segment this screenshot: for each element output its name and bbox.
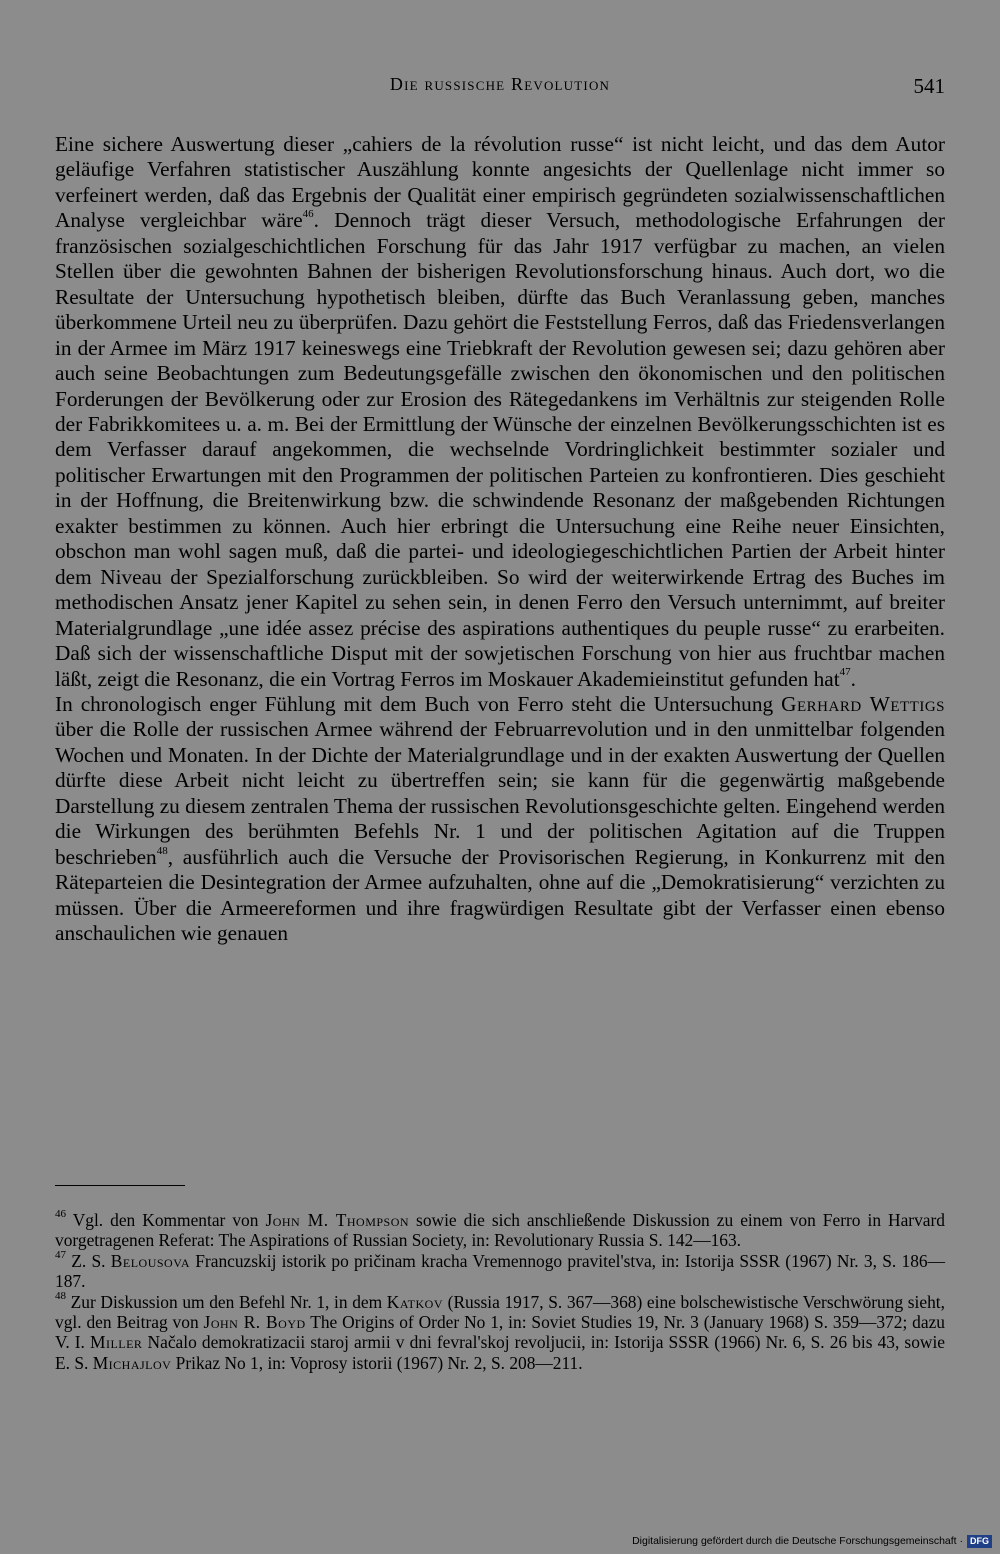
dfg-logo: DFG — [967, 1535, 992, 1548]
paragraph-1-text-c: . — [850, 666, 856, 691]
page-number: 541 — [913, 74, 945, 98]
author-name: Michajlov — [92, 1352, 172, 1373]
paragraph-2-text-c: , ausführlich auch die Versuche der Provisorischen Regierung, in Konkurrenz mit den Räteparteien die Desintegration der Armee aufzuhalten, ohne auf die „Demokratisierung“ verzichten zu müssen. Über die Armeereformen und ihre fragwürdigen Resultate gibt der Verfasser einen ebenso anschaulichen wie genauen — [55, 844, 945, 946]
footnote-number: 48 — [55, 1289, 66, 1302]
running-head — [55, 74, 945, 104]
footnote-ref-48: 48 — [156, 844, 168, 857]
footnote-divider — [55, 1185, 185, 1186]
digitization-credit — [632, 1532, 992, 1550]
footnote-number: 47 — [55, 1249, 66, 1262]
footnote-text: Prikaz No 1, in: Voprosy istorii (1967) Nr. 2, S. 208—211. — [171, 1352, 583, 1373]
footnote-text: Zur Diskussion um den Befehl Nr. 1, in dem — [66, 1291, 387, 1312]
footnote-46 — [55, 1210, 945, 1251]
body-text — [55, 132, 945, 947]
footnote-text: Načalo demokratizacii staroj armii v dni fevral'skoj revoljucii, in: Istorija SSSR (1966) Nr. 6, S. 26 bis 43, sowie E. S. — [55, 1332, 945, 1373]
author-name: Miller — [89, 1332, 143, 1353]
author-name: John R. Boyd — [203, 1312, 306, 1333]
footnote-48 — [55, 1289, 945, 1374]
author-name: John M. Thompson — [265, 1210, 410, 1230]
footnote-number: 46 — [55, 1208, 66, 1221]
footnote-ref-46: 46 — [302, 208, 314, 221]
paragraph-1-text-a: Eine sichere Auswertung dieser „cahiers de la révolution russe“ ist nicht leicht, und das dem Autor geläufige Verfahren statistischer Auszählung konnte angesichts der Quellenlage nicht immer so verfeinert werden, daß das Ergebnis der Qualität einer empirisch gegründeten sozialwissenschaftlichen Analyse vergleichbar wäre — [55, 132, 945, 233]
running-title: Die russische Revolution — [389, 74, 611, 94]
credit-text: Digitalisierung gefördert durch die Deutsche Forschungsgemeinschaft · — [632, 1535, 963, 1547]
paragraph-1-text-b: . Dennoch trägt dieser Versuch, methodologische Erfahrungen der französischen sozialgeschichtlichen Forschung für das Jahr 1917 verfügbar zu machen, an vielen Stellen über die gewohnten Bahnen der bisherigen Revolutionsforschung hinaus. Auch dort, wo die Resultate der Untersuchung hypothetisch bleiben, dürfte das Buch Veranlassung geben, manches überkommene Urteil neu zu überprüfen. Dazu gehört die Feststellung Ferros, daß das Friedensverlangen in der Armee im März 1917 keineswegs eine Triebkraft der Revolution gewesen sei; dazu gehören aber auch seine Beobachtungen zum Bedeutungsgefälle zwischen den ökonomischen und den politischen Forderungen der Bevölkerung oder zur Erosion des Rätegedankens im Verhältnis zur steigenden Rolle der Fabrikkomitees u. a. m. Bei der Ermittlung der Wünsche der einzelnen Bevölkerungsschichten ist es dem Verfasser darauf angekommen, die wechselnde Vordringlichkeit bestimmter sozialer und politischer Erwartungen mit den Programmen der politischen Parteien zu konfrontieren. Dies geschieht in der Hoffnung, die Breitenwirkung bzw. die schwindende Resonanz der maßgebenden Richtungen exakter bestimmen zu können. Auch hier erbringt die Untersuchung eine Reihe neuer Einsichten, obschon man wohl sagen muß, daß die partei- und ideologiegeschichtlichen Partien der Arbeit hinter dem Niveau der Spezialforschung zurückbleiben. So wird der weiterwirkende Ertrag des Buches im methodischen Ansatz jener Kapitel zu sehen sein, in denen Ferro den Versuch unternimmt, auf breiter Materialgrundlage „une idée assez précise des aspirations authentiques du peuple russe“ zu erarbeiten. Daß sich der wissenschaftliche Disput mit der sowjetischen Forschung von hier aus fruchtbar machen läßt, zeigt die Resonanz, die ein Vortrag Ferros im Moskauer Akademieinstitut gefunden hat — [55, 208, 945, 691]
footnote-text: Vgl. den Kommentar von — [66, 1210, 266, 1230]
footnote-text: Z. S. — [66, 1250, 111, 1271]
footnote-ref-47: 47 — [839, 666, 851, 679]
paragraph-2 — [55, 692, 945, 947]
footnote-text: The Origins of Order No 1, in: Soviet Studies 19, Nr. 3 (January 1968) S. 359—372; dazu V. I. — [55, 1312, 945, 1353]
author-name: Belousova — [110, 1250, 190, 1271]
footnote-text: Francuzskij istorik po pričinam kracha Vremennogo pravitel'stva, in: Istorija SSSR (1967) Nr. 3, S. 186—187. — [55, 1250, 945, 1292]
footnote-47 — [55, 1251, 945, 1292]
author-name: Gerhard Wettigs — [781, 691, 945, 716]
author-name: Katkov — [386, 1291, 444, 1312]
footnotes — [55, 1210, 945, 1373]
paragraph-1 — [55, 132, 945, 692]
paragraph-2-text-a: In chronologisch enger Fühlung mit dem Buch von Ferro steht die Untersuchung — [55, 691, 782, 716]
footnote-text: sowie die sich anschließende Diskussion zu einem von Ferro in Harvard vorgetragenen Referat: The Aspirations of Russian Society, in: Revolutionary Russia S. 142—163. — [55, 1210, 945, 1251]
paragraph-2-text-b: über die Rolle der russischen Armee während der Februarrevolution und in den unmittelbar folgenden Wochen und Monaten. In der Dichte der Materialgrundlage und in der exakten Auswertung der Quellen dürfte diese Arbeit nicht leicht zu übertreffen sein; sie kann für die gegenwärtig maßgebende Darstellung zu diesem zentralen Thema der russischen Revolutionsgeschichte gelten. Eingehend werden die Wirkungen des berühmten Befehls Nr. 1 und der politischen Agitation auf die Truppen beschrieben — [55, 717, 945, 869]
footnote-text: (Russia 1917, S. 367—368) eine bolschewistische Verschwörung sieht, vgl. den Beitrag von — [55, 1291, 945, 1333]
